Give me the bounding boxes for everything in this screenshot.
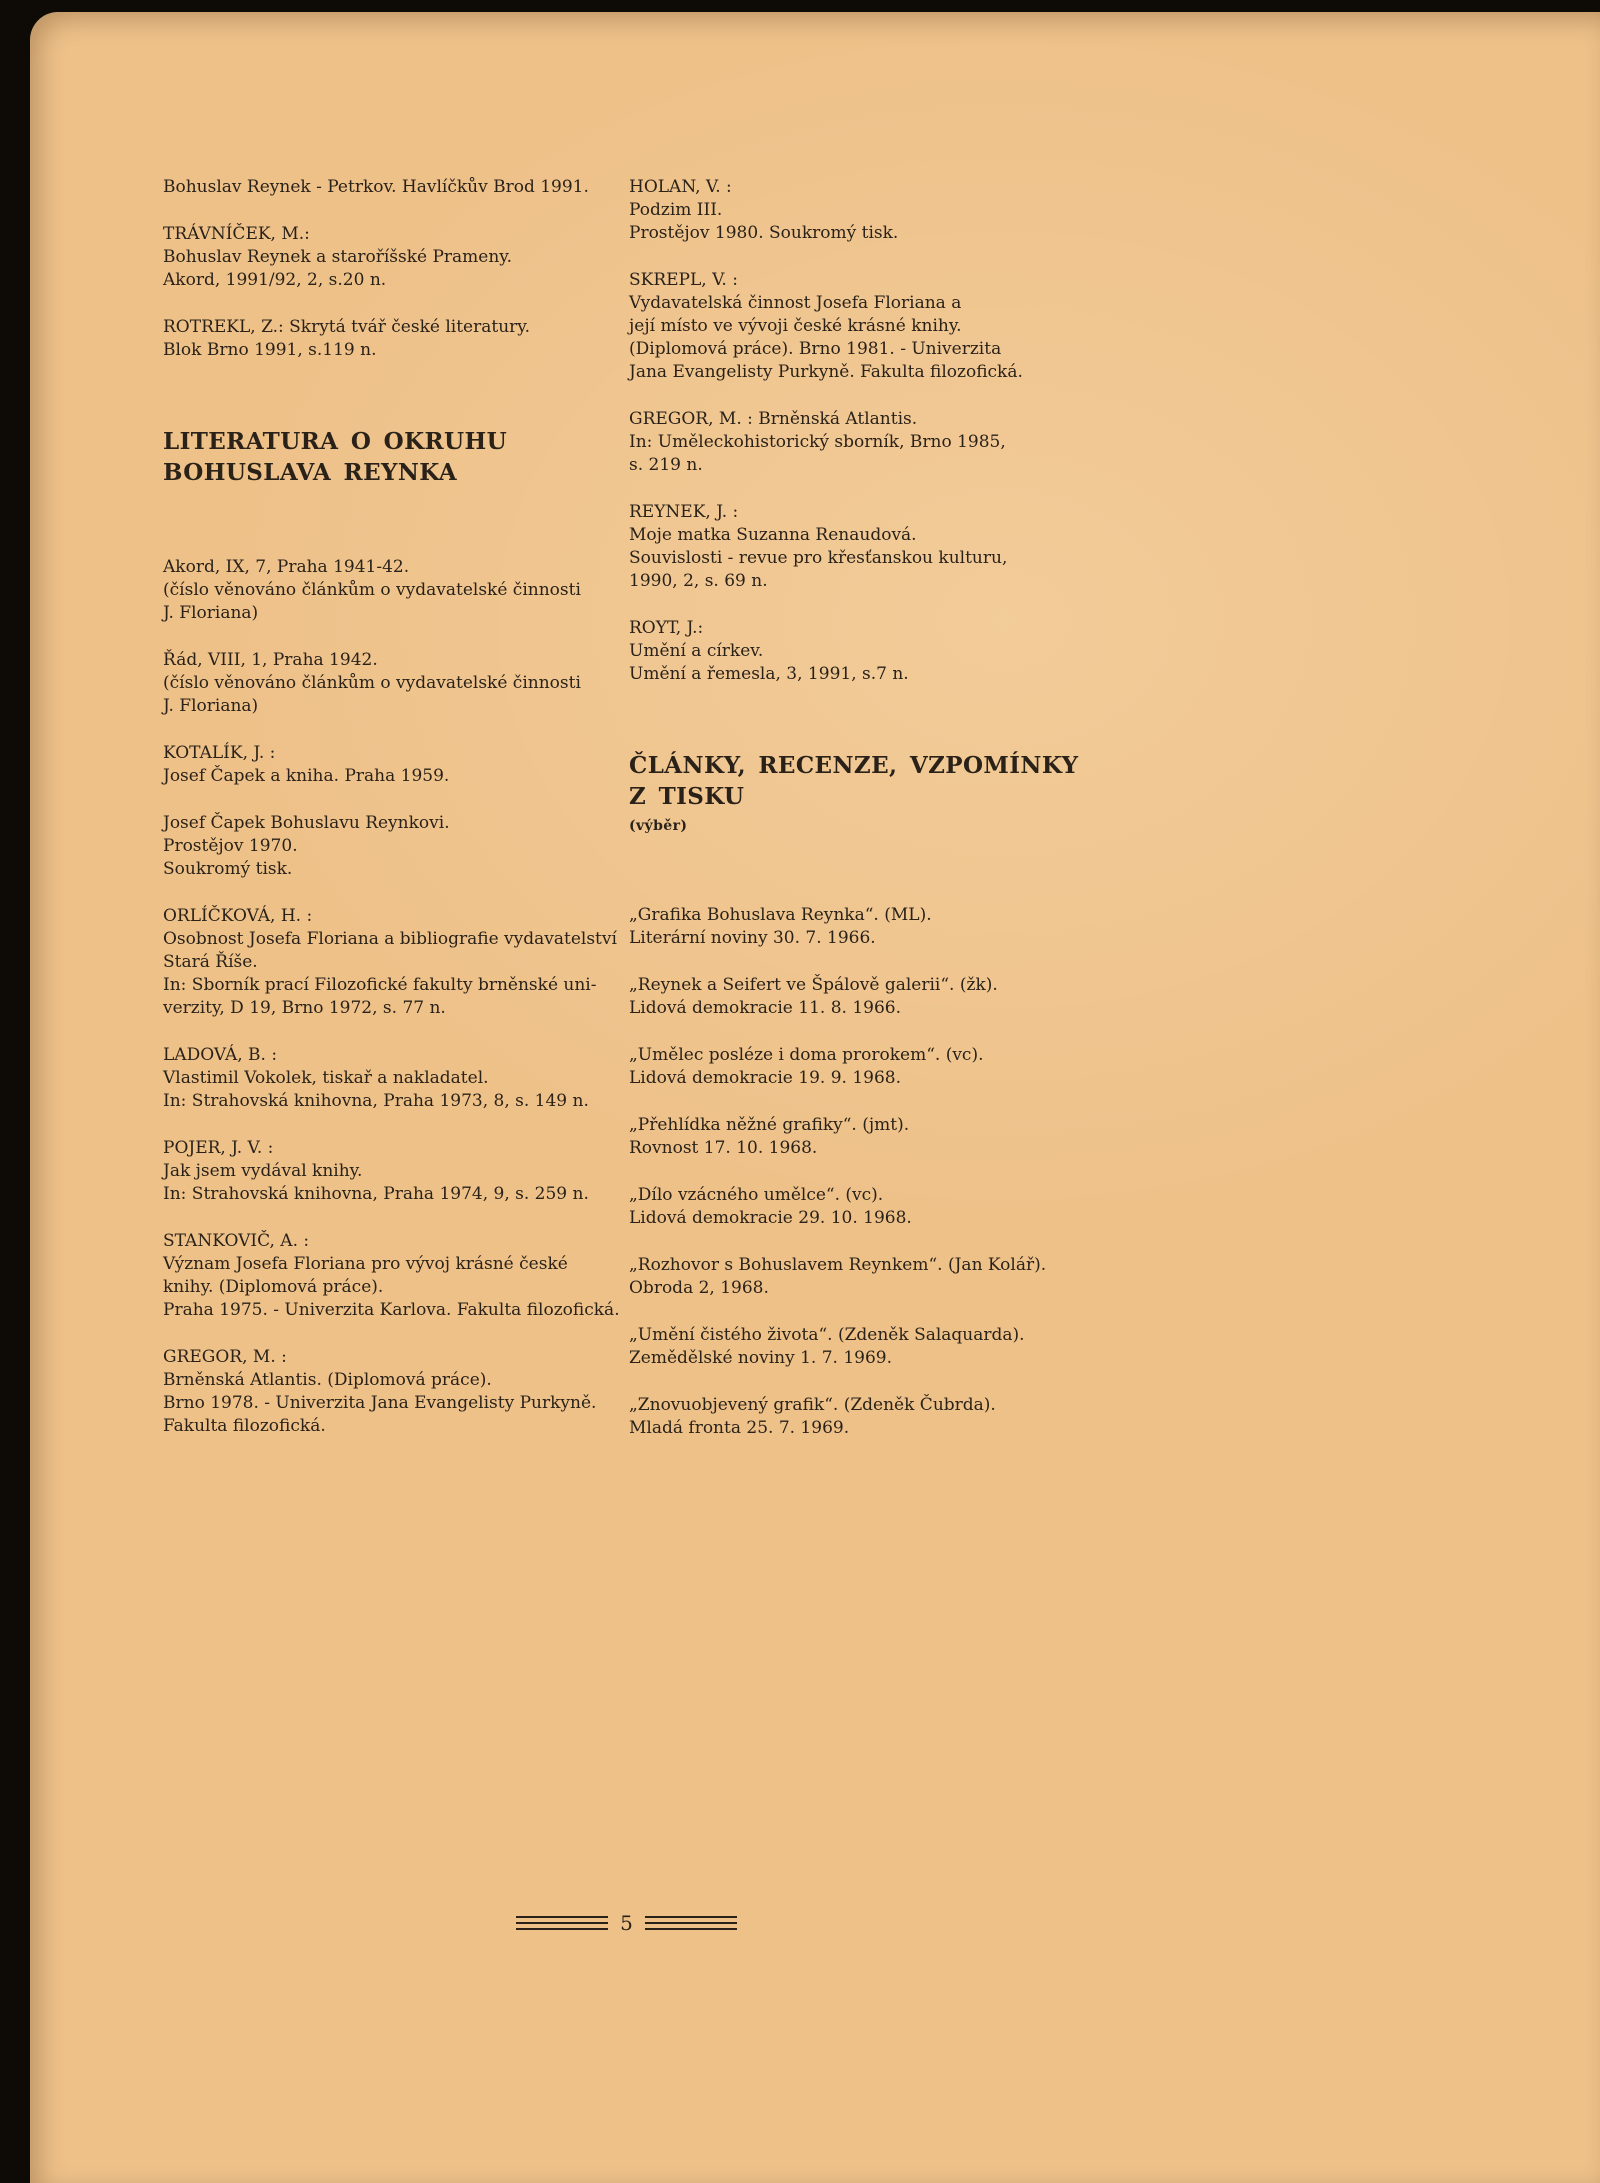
entry-line: HOLAN, V. : (629, 177, 732, 197)
paper-page (30, 12, 1600, 2183)
entry-line: Souvislosti - revue pro křesťanskou kulturu, (629, 548, 1008, 568)
entry-line: Význam Josefa Floriana pro vývoj krásné české (163, 1254, 568, 1274)
entry-line: Osobnost Josefa Floriana a bibliografie vydavatelství (163, 929, 617, 949)
entry-line: Podzim III. (629, 200, 723, 220)
entry-line: In: Strahovská knihovna, Praha 1973, 8, s. 149 n. (163, 1091, 589, 1111)
entry-line: GREGOR, M. : (163, 1347, 287, 1367)
bibliography-entry (629, 1044, 1089, 1090)
entry-line: In: Uměleckohistorický sborník, Brno 1985, (629, 432, 1006, 452)
bibliography-entry (163, 223, 615, 292)
entry-line: Prostějov 1980. Soukromý tisk. (629, 223, 899, 243)
entry-line: TRÁVNÍČEK, M.: (163, 224, 310, 244)
entry-line: Blok Brno 1991, s.119 n. (163, 340, 377, 360)
entry-line: KOTALÍK, J. : (163, 743, 276, 763)
entry-line: Zemědělské noviny 1. 7. 1969. (629, 1348, 893, 1368)
bibliography-entry (629, 501, 1089, 593)
entry-line: SKREPL, V. : (629, 270, 738, 290)
entry-line: Prostějov 1970. (163, 836, 298, 856)
bibliography-entry (163, 316, 615, 362)
entry-line: „Reynek a Seifert ve Špálově galerii“. (žk). (629, 975, 998, 995)
entry-line: Jana Evangelisty Purkyně. Fakulta filozofická. (629, 362, 1023, 382)
footer-rule-left (516, 1912, 608, 1934)
entry-line: Soukromý tisk. (163, 859, 293, 879)
entry-line: Lidová demokracie 29. 10. 1968. (629, 1208, 912, 1228)
bibliography-entry (629, 1114, 1089, 1160)
bibliography-entry (163, 742, 615, 788)
entry-line: LADOVÁ, B. : (163, 1045, 278, 1065)
bibliography-entry (163, 1044, 615, 1113)
heading-line: BOHUSLAVA REYNKA (163, 459, 457, 486)
entry-line: Literární noviny 30. 7. 1966. (629, 928, 876, 948)
entry-line: „Dílo vzácného umělce“. (vc). (629, 1185, 884, 1205)
entry-line: Rovnost 17. 10. 1968. (629, 1138, 818, 1158)
bibliography-entry (629, 904, 1089, 950)
footer-rule-right (645, 1912, 737, 1934)
entry-line: „Grafika Bohuslava Reynka“. (ML). (629, 905, 932, 925)
entry-line: Lidová demokracie 19. 9. 1968. (629, 1068, 901, 1088)
entry-line: Mladá fronta 25. 7. 1969. (629, 1418, 850, 1438)
bibliography-entry (163, 905, 615, 1020)
entry-line: POJER, J. V. : (163, 1138, 274, 1158)
entry-line: Akord, 1991/92, 2, s.20 n. (163, 270, 387, 290)
entry-line: ROYT, J.: (629, 618, 704, 638)
right-column (629, 176, 1089, 1464)
bibliography-entry (629, 408, 1089, 477)
entry-line: Moje matka Suzanna Renaudová. (629, 525, 917, 545)
section-heading (629, 750, 1089, 836)
entry-line: Jak jsem vydával knihy. (163, 1161, 363, 1181)
entry-line: Umění a církev. (629, 641, 764, 661)
heading-line: LITERATURA O OKRUHU (163, 428, 508, 455)
page-footer (163, 1912, 1090, 1934)
entry-line: Bohuslav Reynek - Petrkov. Havlíčkův Brod 1991. (163, 177, 589, 197)
entry-line: Umění a řemesla, 3, 1991, s.7 n. (629, 664, 909, 684)
entry-line: In: Strahovská knihovna, Praha 1974, 9, s. 259 n. (163, 1184, 589, 1204)
entry-line: Stará Říše. (163, 952, 258, 972)
bibliography-entry (163, 1230, 620, 1322)
entry-line: s. 219 n. (629, 455, 703, 475)
page-number: 5 (620, 1911, 633, 1935)
entry-line: STANKOVIČ, A. : (163, 1231, 310, 1251)
entry-line: (číslo věnováno článkům o vydavatelské činnosti (163, 673, 581, 693)
entry-line: Praha 1975. - Univerzita Karlova. Fakulta filozofická. (163, 1300, 620, 1320)
entry-line: Josef Čapek Bohuslavu Reynkovi. (163, 813, 450, 833)
entry-line: REYNEK, J. : (629, 502, 739, 522)
entry-line: GREGOR, M. : Brněnská Atlantis. (629, 409, 918, 429)
entry-line: Lidová demokracie 11. 8. 1966. (629, 998, 901, 1018)
bibliography-entry (163, 556, 615, 625)
entry-line: verzity, D 19, Brno 1972, s. 77 n. (163, 998, 446, 1018)
entry-line: Bohuslav Reynek a staroříšské Prameny. (163, 247, 513, 267)
entry-line: Obroda 2, 1968. (629, 1278, 769, 1298)
heading-note: (výběr) (629, 818, 688, 834)
entry-line: J. Floriana) (163, 603, 259, 623)
section-heading (163, 426, 615, 488)
entry-line: „Rozhovor s Bohuslavem Reynkem“. (Jan Kolář). (629, 1255, 1047, 1275)
left-column (163, 176, 620, 1464)
entry-line: „Umění čistého života“. (Zdeněk Salaquarda). (629, 1325, 1025, 1345)
entry-line: Brno 1978. - Univerzita Jana Evangelisty Purkyně. (163, 1393, 597, 1413)
bibliography-entry (163, 1346, 615, 1438)
entry-line: (číslo věnováno článkům o vydavatelské činnosti (163, 580, 581, 600)
bibliography-entry (629, 974, 1089, 1020)
entry-line: J. Floriana) (163, 696, 259, 716)
entry-line: „Přehlídka něžné grafiky“. (jmt). (629, 1115, 910, 1135)
entry-line: Fakulta filozofická. (163, 1416, 326, 1436)
bibliography-entry (163, 176, 615, 199)
bibliography-entry (629, 269, 1089, 384)
entry-line: knihy. (Diplomová práce). (163, 1277, 384, 1297)
bibliography-entry (629, 1324, 1089, 1370)
entry-line: Akord, IX, 7, Praha 1941-42. (163, 557, 410, 577)
bibliography-entry (629, 1394, 1089, 1440)
page-content (163, 176, 1089, 1464)
bibliography-entry (629, 176, 1089, 245)
entry-line: Brněnská Atlantis. (Diplomová práce). (163, 1370, 492, 1390)
heading-line: ČLÁNKY, RECENZE, VZPOMÍNKY (629, 752, 1079, 779)
entry-line: ORLÍČKOVÁ, H. : (163, 906, 313, 926)
bibliography-entry (629, 1254, 1089, 1300)
bibliography-entry (629, 617, 1089, 686)
entry-line: 1990, 2, s. 69 n. (629, 571, 768, 591)
entry-line: ROTREKL, Z.: Skrytá tvář české literatury. (163, 317, 531, 337)
bibliography-entry (629, 1184, 1089, 1230)
entry-line: In: Sborník prací Filozofické fakulty brněnské uni- (163, 975, 597, 995)
entry-line: Vlastimil Vokolek, tiskař a nakladatel. (163, 1068, 489, 1088)
entry-line: Josef Čapek a kniha. Praha 1959. (163, 766, 450, 786)
bibliography-entry (163, 1137, 615, 1206)
entry-line: (Diplomová práce). Brno 1981. - Univerzita (629, 339, 1002, 359)
entry-line: její místo ve vývoji české krásné knihy. (629, 316, 962, 336)
bibliography-entry (163, 649, 615, 718)
entry-line: „Znovuobjevený grafik“. (Zdeněk Čubrda). (629, 1395, 996, 1415)
entry-line: Řád, VIII, 1, Praha 1942. (163, 650, 378, 670)
bibliography-entry (163, 812, 615, 881)
entry-line: Vydavatelská činnost Josefa Floriana a (629, 293, 962, 313)
heading-line: Z TISKU (629, 783, 745, 810)
entry-line: „Umělec posléze i doma prorokem“. (vc). (629, 1045, 984, 1065)
